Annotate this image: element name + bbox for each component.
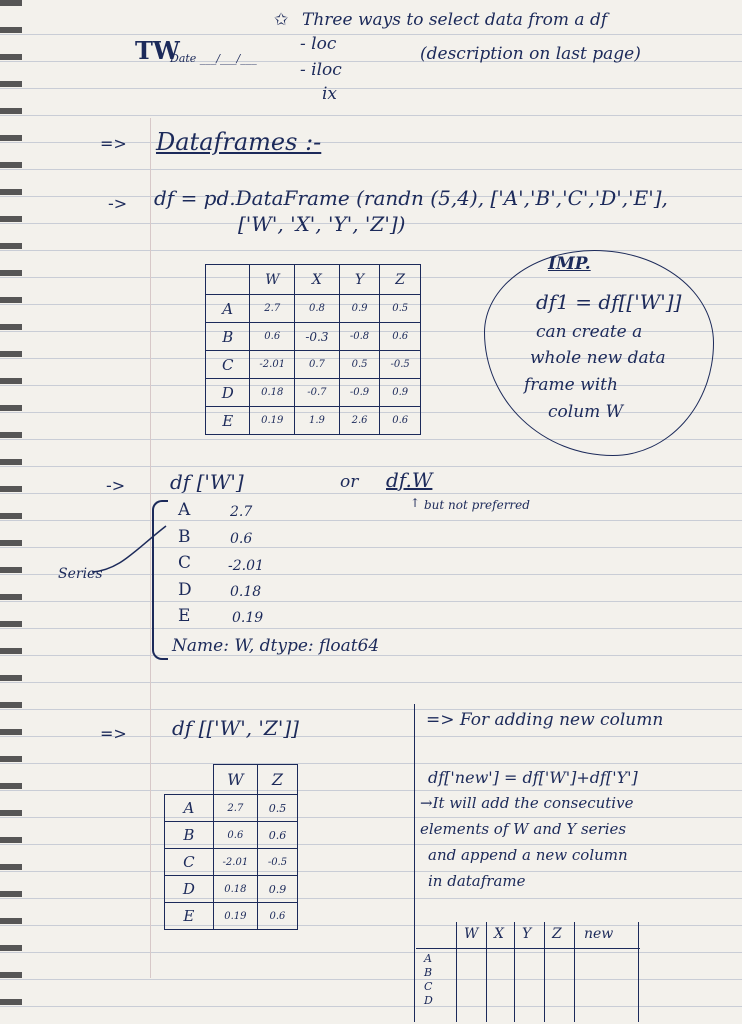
sketch-table-vline: [638, 922, 639, 1022]
table-cell: -0.5: [257, 849, 297, 876]
new-column-heading: => For adding new column: [426, 710, 664, 730]
sketch-col-header: Y: [522, 926, 532, 942]
sketch-row-label: A: [424, 952, 432, 965]
table-cell: 0.6: [257, 822, 297, 849]
sketch-table-header-line: [416, 948, 640, 949]
table-cell: 0.9: [380, 379, 421, 407]
series-alt-code: df.W: [386, 468, 433, 492]
new-column-code: df['new'] = df['W']+df['Y']: [428, 768, 638, 787]
imp-line-2: can create a: [536, 322, 643, 342]
header-ix: ix: [322, 84, 338, 104]
table-header-cell: W: [213, 765, 257, 795]
code-line-1: df = pd.DataFrame (randn (5,4), ['A','B','C','D','E'],: [154, 186, 668, 210]
series-pointer-curve: [90, 520, 170, 580]
table-cell: 0.6: [213, 822, 257, 849]
series-key: A: [178, 500, 191, 520]
sketch-table-vline: [514, 922, 515, 1022]
series-dtype-footer: Name: W, dtype: float64: [172, 636, 380, 656]
table-header-cell: Z: [380, 265, 421, 295]
series-or: or: [340, 472, 359, 492]
table-cell: -0.5: [380, 351, 421, 379]
sketch-col-header: new: [584, 926, 614, 942]
sketch-table-vline: [574, 922, 575, 1022]
table-cell: 0.19: [250, 407, 295, 435]
table-header-cell: Y: [339, 265, 380, 295]
two-cols-table: [164, 764, 298, 930]
table-cell: 1.9: [295, 407, 340, 435]
table-cell: 0.9: [339, 295, 380, 323]
arrow-dataframes: =>: [100, 134, 127, 153]
new-column-line-1: →It will add the consecutive: [420, 794, 634, 812]
brand-logo: TW: [135, 36, 180, 65]
header-iloc: - iloc: [300, 60, 342, 80]
table-cell: -0.9: [339, 379, 380, 407]
new-column-line-4: in dataframe: [428, 872, 526, 890]
section-title-dataframes: Dataframes :-: [156, 128, 322, 156]
table-cell: -0.8: [339, 323, 380, 351]
series-key: D: [178, 580, 192, 600]
table-cell: 2.6: [339, 407, 380, 435]
sketch-table-vline: [486, 922, 487, 1022]
row-label: C: [165, 849, 214, 876]
new-column-line-2: elements of W and Y series: [420, 820, 627, 838]
series-code: df ['W']: [170, 470, 244, 494]
table-header-cell: Z: [257, 765, 297, 795]
sketch-col-header: Z: [552, 926, 562, 942]
table-header-cell: [206, 265, 250, 295]
spiral-binding: [0, 0, 22, 1024]
date-label: Date ___/___/___: [170, 52, 257, 65]
table-cell: 0.6: [257, 903, 297, 930]
imp-code: df1 = df[['W']]: [536, 290, 682, 314]
series-value: 0.18: [230, 584, 262, 600]
series-value: 2.7: [230, 504, 253, 520]
row-label: A: [206, 295, 250, 323]
table-cell: 0.18: [250, 379, 295, 407]
star-icon: ✩: [274, 10, 289, 30]
row-label: A: [165, 795, 214, 822]
table-cell: 0.5: [380, 295, 421, 323]
row-label: D: [206, 379, 250, 407]
series-key: C: [178, 553, 192, 573]
imp-title: IMP.: [548, 254, 591, 274]
series-value: 0.19: [232, 610, 264, 626]
arrow-up-icon: ↑: [410, 496, 421, 510]
header-line-1: Three ways to select data from a df: [302, 10, 608, 30]
sketch-col-header: X: [494, 926, 504, 942]
series-value: 0.6: [230, 531, 253, 547]
table-cell: 0.9: [257, 876, 297, 903]
column-divider: [414, 704, 415, 1022]
row-label: B: [165, 822, 214, 849]
header-description: (description on last page): [420, 44, 641, 64]
code-line-2: ['W', 'X', 'Y', 'Z']): [238, 212, 406, 236]
sketch-table-vline: [456, 922, 457, 1022]
row-label: E: [206, 407, 250, 435]
row-label: E: [165, 903, 214, 930]
row-label: C: [206, 351, 250, 379]
imp-line-5: colum W: [548, 402, 624, 422]
table-cell: 0.5: [339, 351, 380, 379]
table-cell: 2.7: [250, 295, 295, 323]
table-cell: -2.01: [250, 351, 295, 379]
series-key: B: [178, 527, 191, 547]
row-label: B: [206, 323, 250, 351]
arrow-series: ->: [106, 476, 126, 495]
table-cell: 2.7: [213, 795, 257, 822]
table-cell: -0.7: [295, 379, 340, 407]
table-cell: 0.19: [213, 903, 257, 930]
dataframe-table: [205, 264, 421, 435]
table-cell: 0.5: [257, 795, 297, 822]
imp-line-3: whole new data: [530, 348, 666, 368]
new-column-line-3: and append a new column: [428, 846, 628, 864]
arrow-code: ->: [108, 194, 128, 213]
arrow-two-cols: =>: [100, 724, 127, 743]
table-cell: -0.3: [295, 323, 340, 351]
two-cols-code: df [['W', 'Z']]: [172, 716, 299, 740]
table-cell: 0.6: [250, 323, 295, 351]
sketch-row-label: D: [424, 994, 433, 1007]
table-cell: 0.6: [380, 323, 421, 351]
table-header-cell: X: [295, 265, 340, 295]
row-label: D: [165, 876, 214, 903]
table-cell: 0.7: [295, 351, 340, 379]
series-value: -2.01: [228, 558, 264, 574]
imp-line-4: frame with: [524, 375, 618, 395]
table-header-cell: [165, 765, 214, 795]
sketch-row-label: C: [424, 980, 433, 993]
header-loc: - loc: [300, 34, 337, 54]
table-cell: -2.01: [213, 849, 257, 876]
sketch-table-vline: [544, 922, 545, 1022]
table-cell: 0.8: [295, 295, 340, 323]
sketch-row-label: B: [424, 966, 433, 979]
series-side-label: Series: [58, 566, 103, 582]
series-note: but not preferred: [424, 498, 530, 512]
series-key: E: [178, 606, 191, 626]
table-header-cell: W: [250, 265, 295, 295]
sketch-col-header: W: [464, 926, 479, 942]
table-cell: 0.18: [213, 876, 257, 903]
table-cell: 0.6: [380, 407, 421, 435]
